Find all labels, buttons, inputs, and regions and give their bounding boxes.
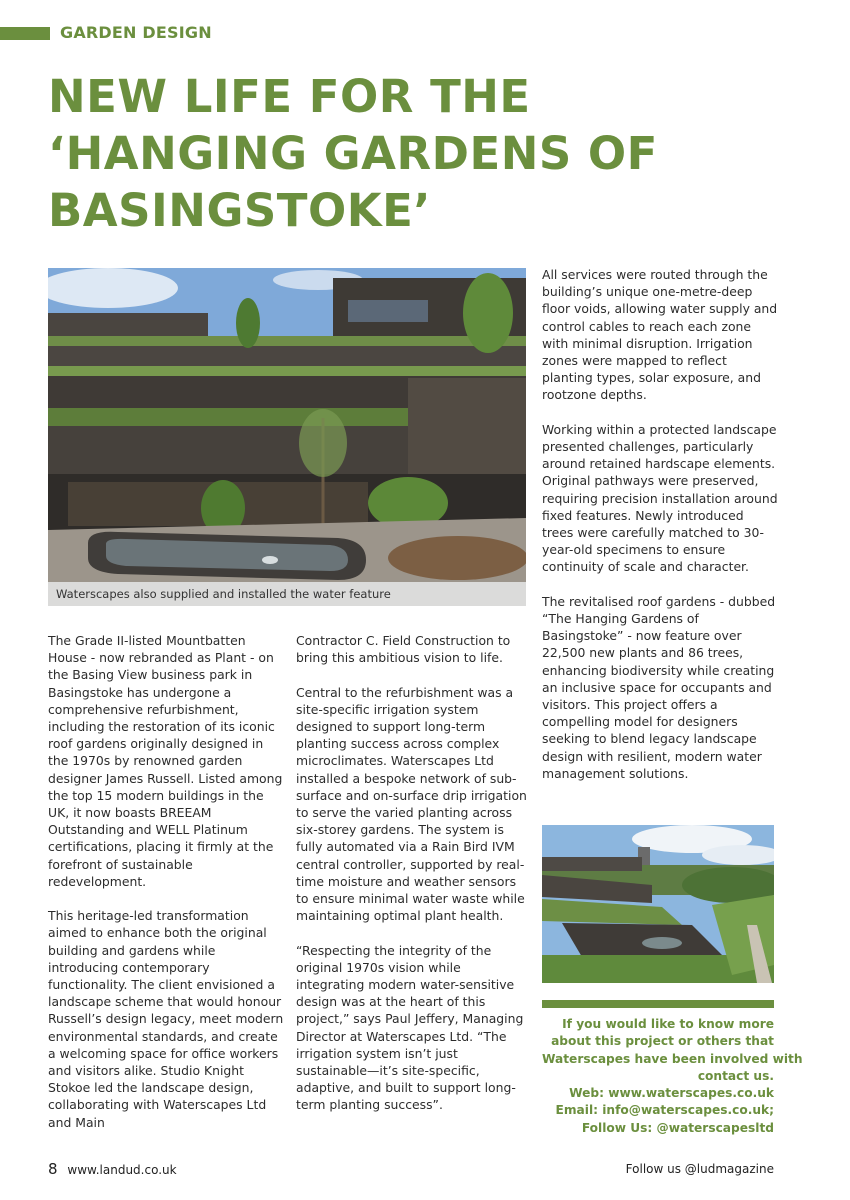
page-number: 8: [48, 1160, 58, 1178]
footer-social[interactable]: Follow us @ludmagazine: [625, 1162, 774, 1176]
section-accent-bar: [0, 27, 50, 40]
body-paragraph: This heritage-led transformation aimed to enhance both the original building and gardens while introducing contemporary functionality. The client envisioned a landscape scheme that would honour Russell’s design legacy, meet modern environmental standards, and create a welcoming space for office workers and visitors alike. Studio Knight Stokoe led the landscape design, collaborating with Waterscapes Ltd and Main: [48, 908, 284, 1130]
contact-social-link[interactable]: Follow Us: @waterscapesltd: [581, 1120, 774, 1135]
body-paragraph: Working within a protected landscape presented challenges, particularly around retained hardscape elements. Original pathways were preserved, requiring precision installation around fixed features. Newly introduced trees were carefully matched to 30-year-old specimens to ensure continuity of scale and character.: [542, 421, 778, 575]
main-photo: [48, 268, 526, 606]
article-headline: [48, 68, 828, 239]
body-paragraph: “Respecting the integrity of the original 1970s vision while integrating modern water-sensitive design was at the heart of this project,” says Paul Jeffery, Managing Director at Waterscapes Ltd. “The irrigation system isn’t just sustainable—it’s site-specific, adaptive, and built to support long-term planting success”.: [296, 942, 524, 1113]
contact-line: If you would like to know more: [562, 1017, 774, 1031]
main-photo-illustration: [48, 268, 526, 606]
photo-caption: Waterscapes also supplied and installed the water feature: [48, 582, 526, 606]
contact-line: contact us.: [697, 1068, 774, 1083]
contact-line: about this project or others that: [551, 1034, 774, 1049]
headline-line: BASINGSTOKE’: [48, 184, 431, 237]
headline-line: ‘HANGING GARDENS OF: [48, 127, 658, 180]
footer-left: [48, 1160, 177, 1178]
contact-email-link[interactable]: Email: info@waterscapes.co.uk;: [555, 1103, 774, 1118]
aerial-photo: [542, 825, 774, 983]
footer-website-link[interactable]: www.landud.co.uk: [67, 1163, 177, 1177]
body-column-2: [296, 632, 532, 1131]
contact-accent-bar: [542, 1000, 774, 1008]
aerial-photo-illustration: [542, 825, 774, 983]
body-paragraph: Contractor C. Field Construction to bring this ambitious vision to life.: [296, 633, 511, 666]
body-column-3: [542, 266, 778, 799]
body-paragraph: The revitalised roof gardens - dubbed “The Hanging Gardens of Basingstoke” - now feature over 22,500 new plants and 86 trees, enhancing biodiversity while creating an inclusive space for occupants and visitors. This project offers a compelling model for designers seeking to blend legacy landscape design with resilient, modern water management solutions.: [542, 593, 776, 781]
section-tag: GARDEN DESIGN: [60, 23, 212, 42]
headline-line: NEW LIFE FOR THE: [48, 70, 531, 123]
contact-box: [542, 1016, 803, 1137]
body-paragraph: The Grade II-listed Mountbatten House - now rebranded as Plant - on the Basing View business park in Basingstoke has undergone a comprehensive refurbishment, including the restoration of its iconic roof gardens originally designed in the 1970s by renowned garden designer James Russell. Listed among the top 15 modern buildings in the UK, it now boasts BREEAM Outstanding and WELL Platinum certifications, placing it firmly at the forefront of sustainable redevelopment.: [48, 633, 283, 889]
body-column-1: [48, 632, 284, 1148]
contact-web-link[interactable]: Web: www.waterscapes.co.uk: [569, 1086, 774, 1101]
contact-line: Waterscapes have been involved with: [542, 1051, 803, 1066]
body-paragraph: Central to the refurbishment was a site-specific irrigation system designed to support long-term planting success across complex microclimates. Waterscapes Ltd installed a bespoke network of sub-surface and on-surface drip irrigation to serve the varied planting across six-storey gardens. The system is fully automated via a Rain Bird IVM central controller, supported by real-time moisture and weather sensors to ensure minimal water waste while maintaining optimal plant health.: [296, 684, 527, 924]
body-paragraph: All services were routed through the building’s unique one-metre-deep floor voids, allowing water supply and control cables to reach each zone with minimal disruption. Irrigation zones were mapped to reflect planting types, solar exposure, and rootzone depths.: [542, 267, 778, 403]
